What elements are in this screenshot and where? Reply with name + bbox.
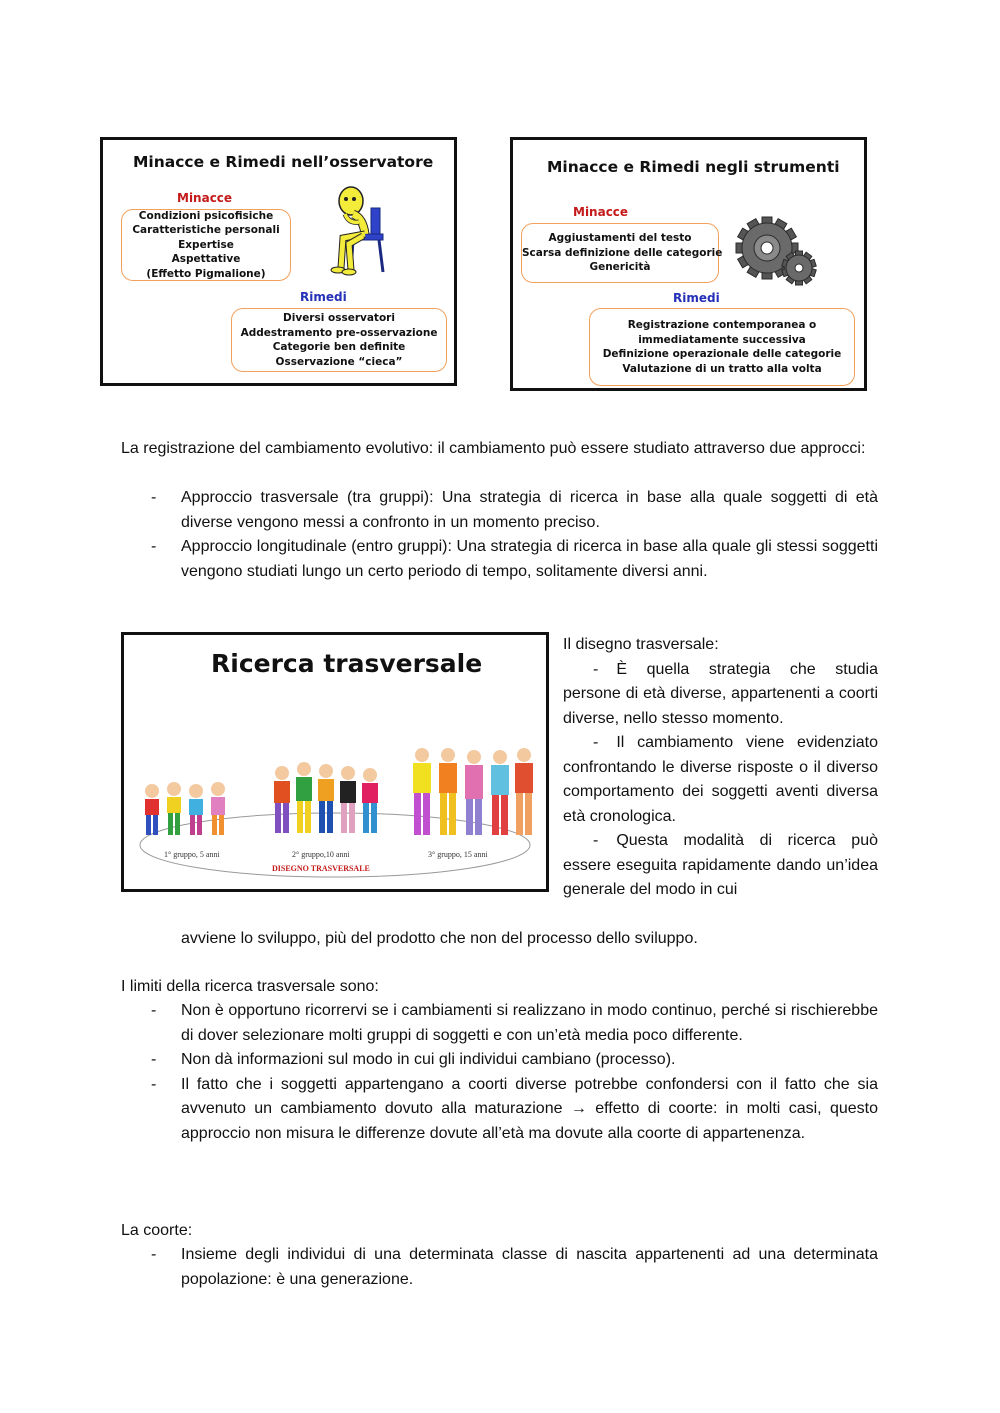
slide-title: Minacce e Rimedi negli strumenti bbox=[547, 158, 840, 176]
remedy-item: Addestramento pre-osservazione bbox=[240, 326, 438, 339]
remedy-item: Definizione operazionale delle categorie bbox=[602, 348, 842, 360]
remedy-item: Registrazione contemporanea o bbox=[627, 319, 817, 331]
remedy-item: Osservazione “cieca” bbox=[275, 355, 403, 368]
list-item: - Non è opportuno ricorrervi se i cambiamenti si realizzano in modo continuo, perché si rischierebbe di dover selezionare molti gruppi di soggetti e con un’età media poco differente. bbox=[151, 1002, 878, 1044]
cohort-list bbox=[121, 1243, 878, 1292]
section-heading: La coorte: bbox=[121, 1222, 193, 1239]
list-item: - Il cambiamento viene evidenziato confrontando le diverse risposte o il diverso comportamento dei soggetti aventi diversa età cronologica. bbox=[563, 734, 878, 825]
remedy-item: Valutazione di un tratto alla volta bbox=[622, 362, 822, 375]
remedy-item: Diversi osservatori bbox=[283, 312, 395, 324]
threats-box bbox=[521, 223, 723, 283]
thinking-person-icon bbox=[329, 184, 401, 276]
group-1-caption: 1° gruppo, 5 anni bbox=[164, 850, 220, 859]
group-3-caption: 3° gruppo, 15 anni bbox=[428, 850, 488, 859]
remedy-item: immediatamente successiva bbox=[638, 333, 806, 346]
threat-item: Genericità bbox=[589, 261, 651, 274]
threats-label: Minacce bbox=[573, 205, 629, 219]
threat-item: (Effetto Pigmalione) bbox=[146, 267, 266, 280]
list-item: - Approccio longitudinale (entro gruppi): Una strategia di ricerca in base alla quale gli stessi soggetti vengono studiati lungo un certo periodo di tempo, solitamente diversi anni. bbox=[151, 538, 878, 580]
approaches-list bbox=[121, 486, 878, 584]
intro-paragraph: La registrazione del cambiamento evolutivo: il cambiamento può essere studiato attraverso due approcci: bbox=[121, 440, 866, 457]
list-item-continuation: avviene lo sviluppo, più del prodotto che non del processo dello sviluppo. bbox=[181, 930, 698, 947]
remedies-box bbox=[231, 308, 447, 372]
group-2-caption: 2° gruppo,10 anni bbox=[292, 850, 350, 859]
slide-observer-threats bbox=[100, 137, 457, 386]
remedies-label: Rimedi bbox=[673, 291, 720, 305]
remedies-label: Rimedi bbox=[300, 290, 347, 304]
list-item: - È quella strategia che studia persone di età diverse, appartenenti a coorti diverse, nello stesso momento. bbox=[563, 660, 878, 727]
list-item: - Approccio trasversale (tra gruppi): Una strategia di ricerca in base alla quale soggetti di età diverse vengono messi a confronto in un momento preciso. bbox=[151, 489, 878, 531]
cross-sectional-text bbox=[563, 633, 878, 903]
list-item: - Questa modalità di ricerca può essere eseguita rapidamente dando un’idea generale del modo in cui bbox=[563, 832, 878, 898]
section-heading: Il disegno trasversale: bbox=[563, 636, 719, 653]
threat-item: Scarsa definizione delle categorie bbox=[522, 246, 723, 259]
section-heading: I limiti della ricerca trasversale sono: bbox=[121, 978, 379, 995]
slide-title: Ricerca trasversale bbox=[211, 649, 483, 678]
list-item: - Non dà informazioni sul modo in cui gli individui cambiano (processo). bbox=[151, 1051, 676, 1068]
threat-item: Condizioni psicofisiche bbox=[138, 209, 274, 222]
remedies-box bbox=[589, 308, 855, 386]
limits-list bbox=[121, 999, 878, 1146]
list-item: - Insieme degli individui di una determinata classe di nascita appartenenti ad una determinata popolazione: è una generazione. bbox=[151, 1246, 878, 1288]
threat-item: Aggiustamenti del testo bbox=[548, 232, 692, 245]
gears-icon bbox=[735, 216, 817, 286]
threat-item: Expertise bbox=[178, 238, 234, 251]
remedy-item: Categorie ben definite bbox=[272, 341, 406, 353]
threat-item: Caratteristiche personali bbox=[132, 224, 280, 237]
threat-item: Aspettative bbox=[171, 253, 241, 266]
slide-instrument-threats bbox=[510, 137, 867, 391]
design-caption: DISEGNO TRASVERSALE bbox=[272, 864, 370, 873]
list-item: - Il fatto che i soggetti appartengano a coorti diverse potrebbe confondersi con il fatto che sia avvenuto un cambiamento dovuto alla maturazione → effetto di coorte: in molti casi, questo approccio non misura le differenze dovute all’età ma dovute alla coorte di appartenenza. bbox=[151, 1075, 878, 1142]
threats-label: Minacce bbox=[177, 191, 233, 205]
slide-cross-sectional bbox=[121, 632, 549, 892]
threats-box bbox=[121, 209, 291, 281]
slide-title: Minacce e Rimedi nell’osservatore bbox=[133, 153, 434, 171]
